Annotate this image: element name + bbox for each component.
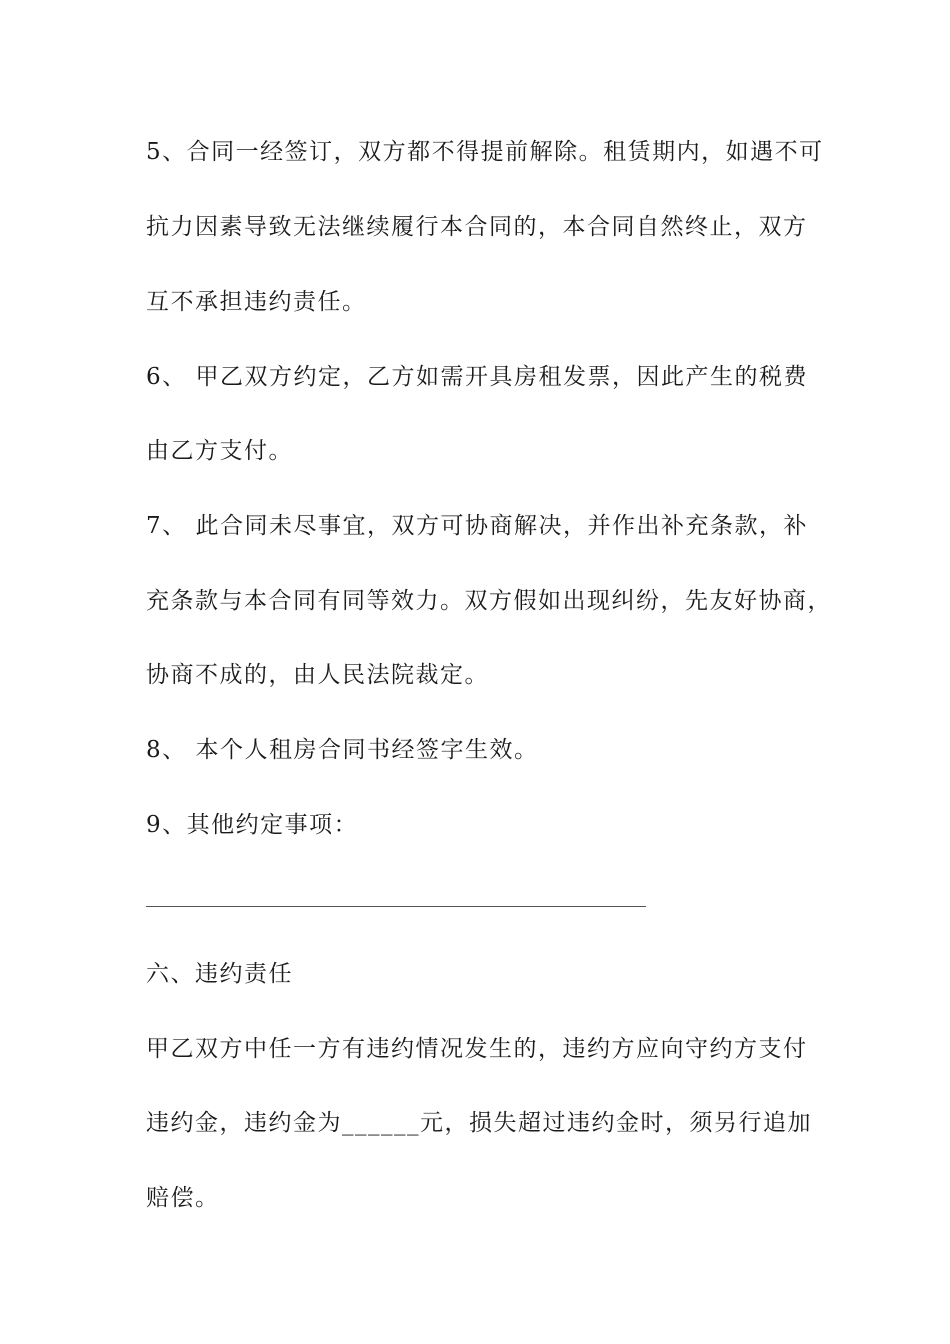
clause-5-line-2: 抗力因素导致无法继续履行本合同的，本合同自然终止，双方 — [146, 214, 808, 240]
clause-5-line-3: 互不承担违约责任。 — [146, 289, 367, 315]
clause-6-line-1: 6、 甲乙双方约定，乙方如需开具房租发票，因此产生的税费 — [146, 364, 808, 390]
clause-6-line-2: 由乙方支付。 — [146, 438, 293, 464]
section-6-body-line-3: 赔偿。 — [146, 1185, 220, 1211]
clause-7-line-2: 充条款与本合同有同等效力。双方假如出现纠纷，先友好协商， — [146, 588, 832, 614]
clause-5-line-1: 5、合同一经签订，双方都不得提前解除。租赁期内，如遇不可 — [146, 139, 824, 165]
clause-7-line-1: 7、 此合同未尽事宜，双方可协商解决，并作出补充条款，补 — [146, 513, 808, 539]
clause-9: 9、其他约定事项： — [146, 812, 359, 838]
clause-8: 8、 本个人租房合同书经签字生效。 — [146, 737, 539, 763]
section-6-title: 六、违约责任 — [146, 961, 293, 987]
clause-7-line-3: 协商不成的，由人民法院裁定。 — [146, 662, 489, 688]
section-6-body-line-1: 甲乙双方中任一方有违约情况发生的，违约方应向守约方支付 — [146, 1036, 808, 1062]
blank-fill-line — [146, 906, 646, 907]
section-6-body-line-2: 违约金，违约金为______元，损失超过违约金时，须另行追加 — [146, 1110, 812, 1136]
